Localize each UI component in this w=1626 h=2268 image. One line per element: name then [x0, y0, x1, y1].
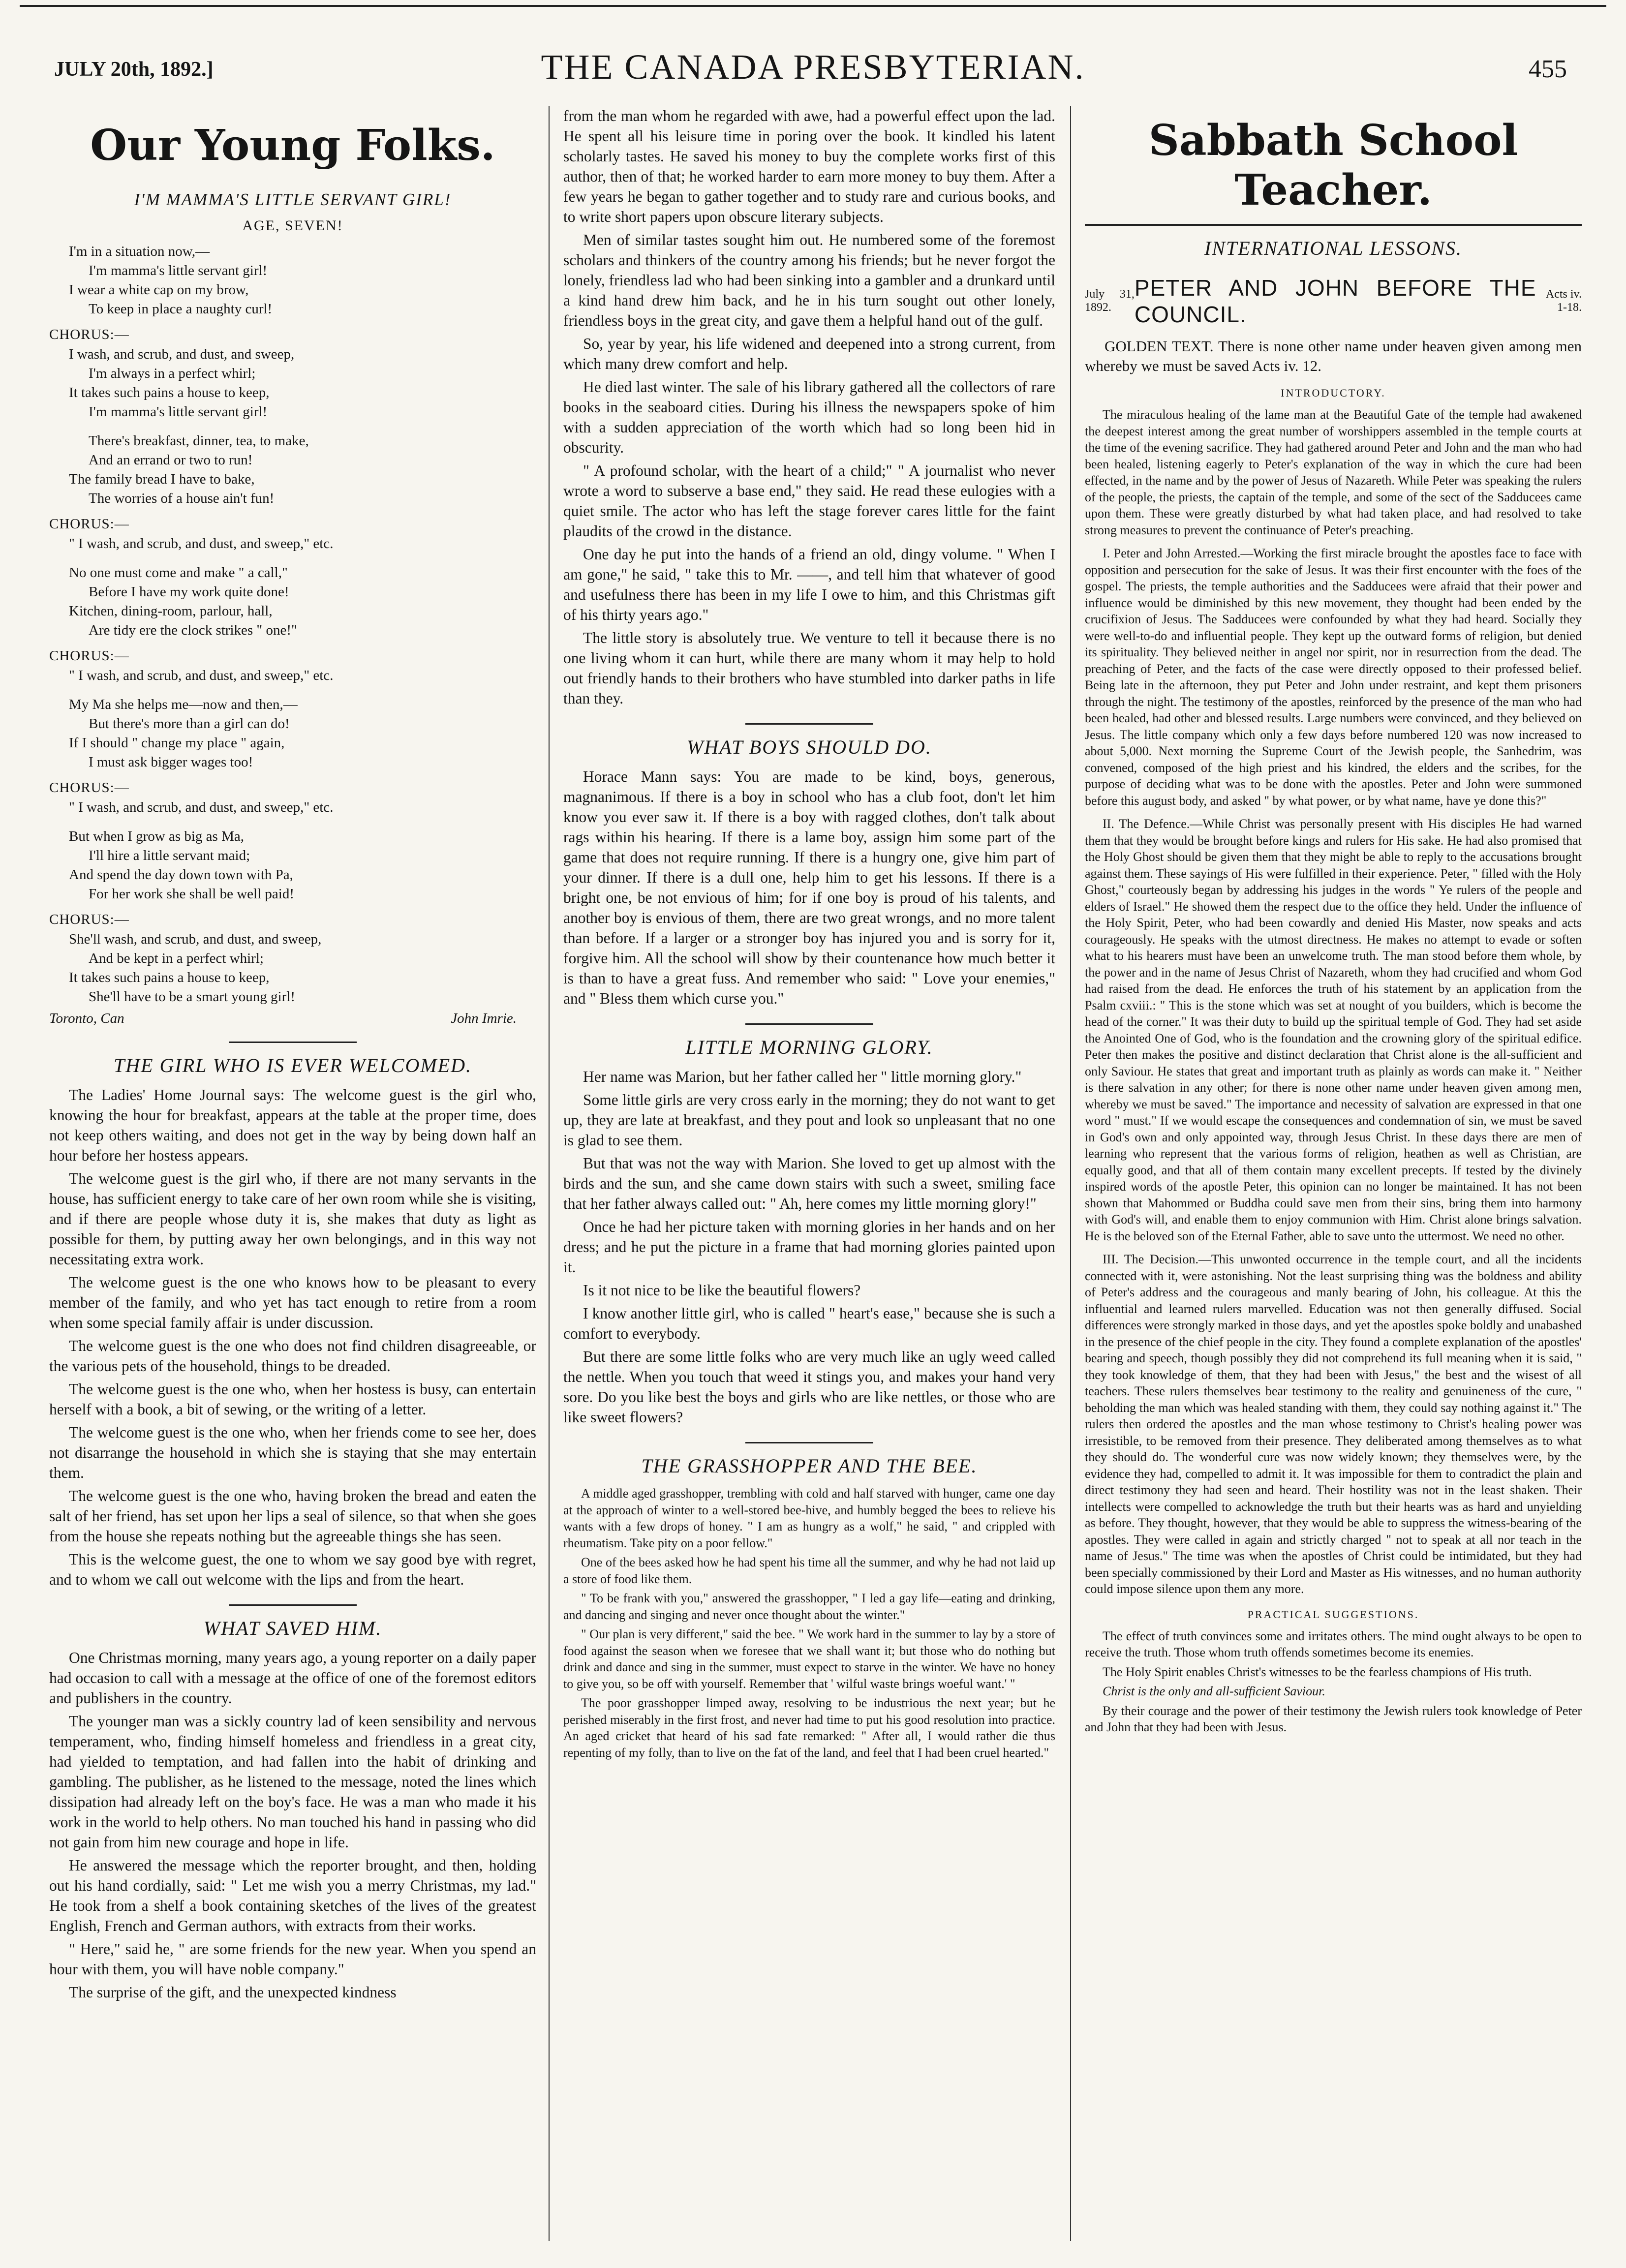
poem-line: I wear a white cap on my brow,	[69, 282, 249, 298]
poem-line: I'm always in a perfect whirl;	[89, 366, 256, 381]
column-divider	[1070, 106, 1071, 2241]
article-paragraph: One day he put into the hands of a friend an old, dingy volume. " When I am gone," he said, " take this to Mr. ——, and tell him that whatever of good and usefulness there has been in my life I owe to him, and this Christmas gift of his thirty years ago."	[563, 546, 1055, 623]
article-paragraph: Horace Mann says: You are made to be kind, boys, generous, magnanimous. If there is a boy in school who has a club foot, don't let him know you ever saw it. If there is a boy with ragged clothes, don't talk about rags within his hearing. If there is a lame boy, assign him some part of the game that does not require running. If there is a hungry one, give him part of your dinner. If there is a dull one, help him to get his lessons. If there is a bright one, be not envious of him; for if one boy is proud of his talents, and another boy is envious of them, there are two great wrongs, and no more talent than before. If a larger or a stronger boy has injured you and is sorry for it, forgive him. All the school will show by their countenance how much better it is than to have a great fuss. And remember who said: " Love your enemies," and " Bless them which curse you."	[563, 768, 1055, 1007]
poem-line: The worries of a house ain't fun!	[89, 490, 275, 506]
intro-heading: INTRODUCTORY.	[1281, 387, 1386, 399]
poem-line: " I wash, and scrub, and dust, and sweep," etc.	[69, 668, 334, 683]
article-paragraph: So, year by year, his life widened and deepened into a strong current, from which many drew comfort and help.	[563, 335, 1055, 372]
article-paragraph: Some little girls are very cross early in the morning; they do not want to get up, they are late at breakfast, and they pout and look so unpleasant that no one is glad to see them.	[563, 1091, 1055, 1149]
poem-line: It takes such pains a house to keep,	[69, 385, 270, 400]
poem-line: My Ma she helps me—now and then,—	[69, 697, 298, 712]
article-paragraph: The younger man was a sickly country lad of keen sensibility and nervous temperament, who, finding himself homeless and friendless in a great city, had yielded to temptation, and had fallen into the habit of drinking and gambling. The publisher, as he listened to the message, noted the lines which dissipation had already left on the boy's face. He was a man who made it his work in the world to help others. No man touched his hand in passing who did not gain from him new courage and hope in life.	[49, 1713, 536, 1851]
section-rule	[745, 1442, 873, 1443]
page-header	[0, 47, 1626, 96]
article-title: WHAT BOYS SHOULD DO.	[687, 736, 932, 758]
article-title: THE GIRL WHO IS EVER WELCOMED.	[113, 1054, 472, 1076]
article-paragraph: He answered the message which the reporter brought, and then, holding out his hand cordially, said: " Let me wish you a merry Christmas, my lad." He took from a shelf a book containing sketches of the lives of the greatest English, French and German authors, with extracts from their works.	[49, 1857, 536, 1934]
article-title: LITTLE MORNING GLORY.	[685, 1036, 933, 1058]
page-number: 455	[1529, 55, 1567, 83]
poem-line: " I wash, and scrub, and dust, and sweep," etc.	[69, 799, 334, 815]
article-paragraph: The welcome guest is the one who knows how to be pleasant to every member of the family, and who yet has tact enough to retire from a room when some special family affair is under discussion.	[49, 1274, 536, 1331]
article-title: WHAT SAVED HIM.	[203, 1617, 382, 1639]
column-sabbath-school	[1085, 106, 1582, 2241]
article-paragraph: One Christmas morning, many years ago, a young reporter on a daily paper had occasion to call with a message at the office of one of the foremost editors and publishers in the country.	[49, 1649, 536, 1707]
poem	[69, 242, 536, 319]
section-rule	[229, 1604, 357, 1606]
article-paragraph: I know another little girl, who is called " heart's ease," because she is such a comfort to everybody.	[563, 1305, 1055, 1342]
poem-line: And be kept in a perfect whirl;	[89, 950, 264, 966]
poem-stanza	[69, 798, 536, 904]
article-paragraph: One of the bees asked how he had spent his time all the summer, and why he had not laid up a store of food like them.	[563, 1555, 1055, 1586]
poem-line: And an errand or two to run!	[89, 452, 253, 468]
poem-line: To keep in place a naughty curl!	[89, 301, 273, 317]
practical-paragraph: By their courage and the power of their testimony the Jewish rulers took knowledge of Peter and John that they had been with Jesus.	[1085, 1703, 1582, 1734]
poem-line: " I wash, and scrub, and dust, and sweep," etc.	[69, 536, 334, 552]
article-paragraph: Once he had her picture taken with morning glories in her hands and on her dress; and he put the picture in a frame that had morning glories painted upon it.	[563, 1218, 1055, 1276]
lesson-section-3: III. The Decision.—This unwonted occurrence in the temple court, and all the incidents connected with it, were astonishing. Not the least surprising thing was the boldness and ability of Peter's address and the courageous and manly bearing of John, his colleague. At this the influential and learned rulers marvelled. Education was not then generally diffused. Social differences were strongly marked in those days, and yet the apostles spoke boldly and unabashed in the presence of the chief people in the city. They found a complete explanation of the apostles' bearing and speech, though possibly they did not comprehend its full meaning when it is said, " they took knowledge of them, that they had been with Jesus," the best and the wisest of all teachers. These rulers themselves bear testimony to the reality and genuineness of the cure, " beholding the man which was healed standing with them, they could say nothing against it." The rulers then ordered the apostles and the man whose testimony to Christ's healing power was irresistible, to be removed from their presence. They deliberated among themselves as to what they should do. The wonderful cure was now widely known; they themselves were, by the evidence they had, compelled to admit it. It was impossible for them to contradict the plain and direct testimony they had seen and heard. Their hostility was not in the least shaken. Their intellects were compelled to acknowledge the truth but their hearts was as hard and unyielding as before. They thought, however, that they would be able to suppress the witness-bearing of the apostles. They were called in again and strictly charged " not to speak at all nor teach in the name of Jesus." The time was when the apostles of Christ could be intimidated, but they had been specially commissioned by their Lord and Master as His witnesses, and no human authority could impose silence upon them any more.	[1085, 1252, 1582, 1596]
article-paragraph: The welcome guest is the one who, when her hostess is busy, can entertain herself with a book, a bit of sewing, or the writing of a letter.	[49, 1380, 536, 1418]
article-paragraph: This is the welcome guest, the one to whom we say good bye with regret, and to whom we call out welcome with the lips and from the heart.	[49, 1551, 536, 1588]
article-paragraph: Is it not nice to be like the beautiful flowers?	[583, 1282, 861, 1299]
poem-line: But there's more than a girl can do!	[89, 716, 290, 732]
lesson-reference: Acts iv. 1-18.	[1545, 288, 1582, 314]
chorus-label: CHORUS:—	[49, 327, 129, 342]
article-paragraph: The welcome guest is the one who does not find children disagreeable, or the various pets of the household, things to be dreaded.	[49, 1337, 536, 1375]
golden-text: GOLDEN TEXT. There is none other name under heaven given among men whereby we must be saved Acts iv. 12.	[1085, 337, 1582, 374]
issue-date: JULY 20th, 1892.]	[54, 58, 214, 81]
poem-line: For her work she shall be well paid!	[89, 886, 294, 902]
article-paragraph: The little story is absolutely true. We venture to tell it because there is no one living whom it can hurt, while there are many whom it may help to hold out friendly hands to their brothers who have stumbled into darker paths in life than they.	[563, 629, 1055, 707]
practical-heading: PRACTICAL SUGGESTIONS.	[1247, 1608, 1419, 1621]
article-paragraph: " Our plan is very different," said the bee. " We work hard in the summer to lay by a store of food against the season when we foresee that we shall want it; but those who do nothing but drink and dance and sing in the summer, must expect to starve in the winter. We have no honey to give you, so be off with yourself. Remember that ' wilful waste brings woeful want.' "	[563, 1627, 1055, 1691]
poem-line: I wash, and scrub, and dust, and sweep,	[69, 346, 295, 362]
poem-line: The family bread I have to bake,	[69, 471, 255, 487]
article-paragraph: " A profound scholar, with the heart of a child;" " A journalist who never wrote a word to subserve a base end," they said. He read these eulogies with a quiet smile. The actor who has left the stage forever cares little for the faint plaudits of the crowd in the distance.	[563, 462, 1055, 540]
poem-line: No one must come and make " a call,"	[69, 565, 288, 581]
sabbath-school-masthead: Sabbath School Teacher.	[1085, 116, 1582, 226]
chorus-label: CHORUS:—	[49, 912, 129, 927]
lesson-section-1: I. Peter and John Arrested.—Working the first miracle brought the apostles face to face with opposition and persecution for the sake of Jesus. It was their first encounter with the foes of the gospel. The priests, the temple authorities and the Sadducees were afraid that their power and influence would be diminished by this new movement, they thought had been ended by the crucifixion of Jesus. The Sadducees were confounded by what they had heard. Socially they were well-to-do and influential people. They kept up the outward forms of religion, but denied its spirituality. They believed neither in angel nor spirit, nor in resurrection from the dead. The preaching of Peter, and the facts of the case were directly opposed to their professed belief. Being late in the afternoon, they put Peter and John under restraint, and kept them prisoners through the night. The testimony of the apostles, reinforced by the presence of the man who had been healed, had other and blessed results. Large numbers were convinced, and they believed on Jesus. The little company which only a few days before numbered 120 was now increased to about 5,000. Next morning the Supreme Court of the Jewish people, the Sanhedrim, was convened, composed of the high priest and his kindred, the elders and the scribes, for the purpose of deciding what was to be done with the apostles. Peter and John were summoned before this august body, and asked " by what power, or by what name, have ye done this?"	[1085, 546, 1582, 808]
poem-stanza	[69, 666, 536, 772]
article-paragraph: But that was not the way with Marion. She loved to get up almost with the birds and the sun, and she came down stairs with such a sweet, smiling face that her father always called out: " Ah, here comes my little morning glory!"	[563, 1155, 1055, 1212]
poem-author: John Imrie.	[451, 1011, 517, 1026]
poem-line: Are tidy ere the clock strikes " one!"	[89, 622, 297, 638]
section-rule	[745, 1023, 873, 1025]
article-paragraph: The surprise of the gift, and the unexpected kindness	[69, 1984, 397, 2001]
intro-paragraph: The miraculous healing of the lame man at the Beautiful Gate of the temple had awakened the deepest interest among the great number of worshippers assembled in the temple courts at the time of the evening sacrifice. They had gathered around Peter and John and the man who had been healed, listening eagerly to Peter's explanation of the way in which the cure had been effected, in the name and by the power of Jesus of Nazareth. While Peter was speaking the rulers of the people, the priests, the captain of the temple, and some of the sect of the Sadducees came upon them. These were greatly disturbed by what had taken place, and had resolved to take strong measures to prevent the continuance of Peter's preaching.	[1085, 407, 1582, 537]
article-paragraph: The welcome guest is the one who, when her friends come to see her, does not disarrange the household in which she is staying that she may entertain them.	[49, 1424, 536, 1481]
article-paragraph: from the man whom he regarded with awe, had a powerful effect upon the lad. He spent all his leisure time in poring over the book. It kindled his latent scholarly tastes. He saved his money to buy the complete works first of this author, then of that; he worked harder to earn more money to buy them. After a few years he began to gather together and to study rare and curious books, and to write short papers upon obscure literary subjects.	[563, 107, 1055, 225]
poem-line: I'll hire a little servant maid;	[89, 848, 250, 863]
young-folks-masthead: Our Young Folks.	[90, 121, 495, 170]
lesson-section-2: II. The Defence.—While Christ was personally present with His disciples He had warned them that they would be brought before kings and rulers for His sake. He had also promised that the Holy Ghost should be given them that they might be able to reply to the accusations brought against them. These sayings of His were fulfilled in their experience. Peter, " filled with the Holy Ghost," courteously began by addressing his judges in the words " Ye rulers of the people and elders of Israel." He showed them the respect due to the office they held. Under the influence of the Holy Spirit, Peter, who had been cowardly and denied His Master, now speaks and acts courageously. He speaks with the utmost directness. He makes no attempt to evade or soften what to his hearers must have been an unwelcome truth. The man stood before them whole, by the power and in the name of Jesus Christ of Nazareth, whom they had crucified and whom God had raised from the dead. He enforces the truth of his statement by an application from the Psalm cxviii.: " This is the stone which was set at nought of you builders, which is become the head of the corner." It was their duty to build up the spiritual temple of God. They had set aside the Anointed One of God, who is the foundation and the crowning glory of the spiritual edifice. Peter then makes the positive and distinct declaration that Christ alone is the all-sufficient and only Saviour. He states that great and important truth as plainly as words can make it. " Neither is there salvation in any other; for there is none other name under heaven given among men, whereby we must be saved." The importance and necessity of salvation are expressed in that one word " must." If we would escape the consequences and condemnation of sin, we must be saved in God's own and only appointed way, through Jesus Christ. In these days there are men of learning who represent that the various forms of religion, heathen as well as Christian, are equally good, and that all of them contain many excellent precepts. If tested by the divinely inspired words of the apostle Peter, this opinion can no longer be maintained. It has not been shown that Mahommed or Buddha could save men from their sins, bring them into harmony with God's will, and enable them to enjoy communion with Him. Christ alone brings salvation. He is the beloved son of the Eternal Father, able to save unto the uttermost. We need no other.	[1085, 817, 1582, 1243]
chorus-label: CHORUS:—	[49, 648, 129, 664]
poem-place: Toronto, Can	[49, 1011, 124, 1026]
section-rule	[745, 723, 873, 725]
poem-stanza	[69, 534, 536, 640]
column-divider	[549, 106, 550, 2241]
article-paragraph: A middle aged grasshopper, trembling with cold and half starved with hunger, came one day at the approach of winter to a well-stored bee-hive, and humbly begged the bees to relieve his wants with a few drops of honey. " I am as hungry as a wolf," he said, " and crippled with rheumatism. Take pity on a poor fellow."	[563, 1486, 1055, 1550]
lesson-date: July 31, 1892.	[1085, 288, 1135, 314]
poem-line: I'm mamma's little servant girl!	[89, 263, 268, 278]
poem-line: I'm mamma's little servant girl!	[89, 404, 268, 420]
article-paragraph: But there are some little folks who are very much like an ugly weed called the nettle. When you touch that weed it stings you, and makes your hand very sore. Do you like best the boys and girls who are like nettles, or those who are like sweet flowers?	[563, 1348, 1055, 1426]
article-paragraph: " Here," said he, " are some friends for the new year. When you spend an hour with them, you will have noble company."	[49, 1940, 536, 1978]
poem-chorus	[69, 345, 536, 508]
article-paragraph: Men of similar tastes sought him out. He numbered some of the foremost scholars and thinkers of the country among his friends; but he never forgot the lonely, friendless lad who had been sinking into a gambler and a drunkard until a kind hand drew him back, and he in his turn sought out other lonely, friendless boys in the great city, and gave them a helpful hand out of the gulf.	[563, 231, 1055, 329]
column-middle	[563, 106, 1055, 2241]
article-paragraph: The welcome guest is the girl who, if there are not many servants in the house, has sufficient energy to take care of her own room while she is visiting, and if there are people whose duty it is, she makes that duty as light as possible for them, by putting away her own belongings, and in this way not necessitating extra work.	[49, 1170, 536, 1268]
poem-line: If I should " change my place " again,	[69, 735, 285, 751]
section-heading: INTERNATIONAL LESSONS.	[1204, 237, 1463, 259]
poem-line: And spend the day down town with Pa,	[69, 867, 293, 883]
practical-paragraph: Christ is the only and all-sufficient Saviour.	[1103, 1684, 1325, 1698]
poem-title: I'M MAMMA'S LITTLE SERVANT GIRL!	[134, 190, 452, 209]
practical-paragraph: The effect of truth convinces some and irritates others. The mind ought always to be open to receive the truth. Those whom truth offends sometimes become its enemies.	[1085, 1628, 1582, 1659]
article-paragraph: The poor grasshopper limped away, resolving to be industrious the next year; but he perished miserably in the first frost, and never had time to put his good resolution into practice. An aged cricket that heard of his sad fate remarked: " After all, I would rather die thus repenting of my folly, than to live on the fat of the land, and feel that I had been cruel hearted."	[563, 1696, 1055, 1760]
lesson-title: PETER AND JOHN BEFORE THE COUNCIL.	[1134, 275, 1536, 327]
poem-line: There's breakfast, dinner, tea, to make,	[89, 433, 309, 449]
top-border	[20, 5, 1606, 7]
poem-line: She'll wash, and scrub, and dust, and sweep,	[69, 931, 322, 947]
practical-paragraph: The Holy Spirit enables Christ's witnesses to be the fearless champions of His truth.	[1103, 1664, 1532, 1679]
paper-title: THE CANADA PRESBYTERIAN.	[541, 47, 1085, 87]
chorus-label: CHORUS:—	[49, 780, 129, 796]
section-rule	[229, 1042, 357, 1043]
article-title: THE GRASSHOPPER AND THE BEE.	[641, 1455, 978, 1477]
article-paragraph: The welcome guest is the one who, having broken the bread and eaten the salt of her friend, has set upon her lips a seal of silence, so that when she goes from the house she repeats nothing but the agreeable things she has seen.	[49, 1487, 536, 1545]
article-paragraph: Her name was Marion, but her father called her " little morning glory."	[583, 1068, 1022, 1085]
article-paragraph: " To be frank with you," answered the grasshopper, " I led a gay life—eating and drinking, and dancing and singing and never once thought about the winter."	[563, 1591, 1055, 1622]
poem-line: I'm in a situation now,—	[69, 244, 210, 259]
poem-line: She'll have to be a smart young girl!	[89, 989, 295, 1005]
poem-subtitle: AGE, SEVEN!	[242, 217, 343, 234]
poem-line: Before I have my work quite done!	[89, 584, 289, 600]
poem-signature	[49, 1011, 517, 1027]
poem-line: But when I grow as big as Ma,	[69, 828, 245, 844]
chorus-label: CHORUS:—	[49, 516, 129, 532]
column-young-folks	[49, 106, 536, 2241]
lesson-heading	[1085, 275, 1582, 328]
poem-line: It takes such pains a house to keep,	[69, 970, 270, 985]
article-paragraph: He died last winter. The sale of his library gathered all the collectors of rare books in the seaboard cities. During his illness the newspapers spoke of him with a sudden appreciation of the worth which had so long been hid in obscurity.	[563, 378, 1055, 456]
poem-line: Kitchen, dining-room, parlour, hall,	[69, 603, 273, 619]
poem-line: I must ask bigger wages too!	[89, 754, 253, 770]
poem-final-chorus	[69, 930, 536, 1007]
article-paragraph: The Ladies' Home Journal says: The welcome guest is the girl who, knowing the hour for breakfast, appears at the table at the proper time, does not keep others waiting, and does not get in the way by being down half an hour before her hostess appears.	[49, 1086, 536, 1164]
